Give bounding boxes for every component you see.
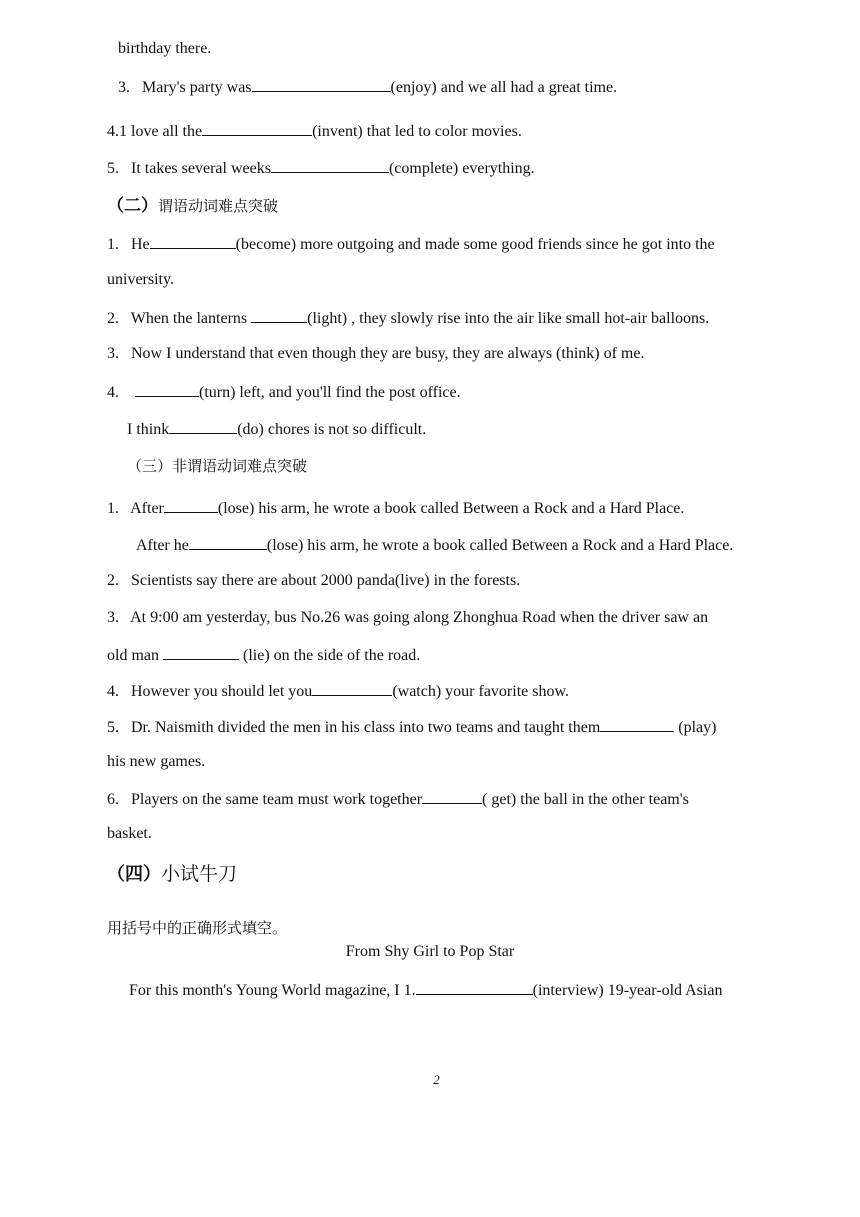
passage-text: (interview) 19-year-old Asian: [532, 982, 723, 999]
question-text: old man: [107, 647, 163, 664]
answer-blank[interactable]: [150, 233, 236, 249]
question-number: 3.: [107, 609, 119, 626]
line-birthday: [118, 39, 211, 59]
section-2-heading: [107, 196, 278, 217]
answer-blank[interactable]: [422, 788, 482, 804]
text: birthday there.: [118, 40, 212, 57]
question-1-3: [118, 76, 617, 98]
answer-blank[interactable]: [202, 120, 312, 136]
question-3-5-cont: [107, 752, 205, 772]
answer-blank[interactable]: [164, 497, 218, 513]
question-text: I think: [127, 421, 170, 438]
passage-title-text: From Shy Girl to Pop Star: [345, 943, 515, 960]
question-text: (complete) everything.: [388, 160, 535, 177]
question-3-1b: [136, 534, 733, 556]
question-text: Now I understand that even though they are busy, they are always (think) of me.: [131, 345, 645, 362]
section-4-heading: [107, 864, 237, 886]
question-1-5: [107, 157, 535, 179]
question-text: ( get) the ball in the other team's: [482, 791, 689, 808]
instruction: 用括号中的正确形式填空。: [107, 919, 288, 937]
question-number: 2.: [107, 310, 119, 327]
question-3-2: [107, 571, 520, 591]
question-1-4: [107, 120, 522, 142]
question-text: Players on the same team must work together: [131, 791, 423, 808]
question-number: 2.: [107, 572, 119, 589]
question-number: 6.: [107, 791, 119, 808]
answer-blank[interactable]: [416, 979, 533, 995]
question-text: (lie) on the side of the road.: [239, 647, 421, 664]
question-text: (watch) your favorite show.: [392, 683, 569, 700]
heading-paren: （四）: [107, 864, 161, 885]
heading-text: 谓语动词难点突破: [158, 197, 279, 215]
answer-blank[interactable]: [135, 381, 199, 397]
answer-blank[interactable]: [189, 534, 267, 550]
passage-text: For this month's Young World magazine, I 1.: [129, 982, 416, 999]
question-text: his new games.: [107, 753, 206, 770]
question-number: 1.: [107, 500, 119, 517]
question-number: 3.: [107, 345, 119, 362]
question-text: Scientists say there are about 2000 panda(live) in the forests.: [131, 572, 521, 589]
question-2-1: [107, 233, 715, 255]
question-2-1-cont: [107, 270, 174, 290]
question-number: 5.: [107, 719, 119, 736]
passage-title: [0, 942, 860, 962]
question-text: After he: [136, 537, 189, 554]
question-text: 4.1 love all the: [107, 123, 203, 140]
question-number: 4.: [107, 683, 119, 700]
section-3-heading: （三）非谓语动词难点突破: [127, 457, 308, 475]
question-3-6-cont: [107, 824, 152, 844]
question-3-5: [107, 716, 716, 738]
question-text: (play): [674, 719, 717, 736]
question-3-3-cont: [107, 644, 420, 666]
question-text: Mary's party was: [142, 79, 252, 96]
question-text: When the lanterns: [130, 310, 252, 327]
heading-paren: （二）: [107, 196, 158, 216]
answer-blank[interactable]: [600, 716, 674, 732]
question-text: basket.: [107, 825, 152, 842]
question-2-3: [107, 344, 644, 364]
question-2-4b: [127, 418, 426, 440]
answer-blank[interactable]: [312, 680, 392, 696]
answer-blank[interactable]: [163, 644, 239, 660]
question-3-6: [107, 788, 689, 810]
question-text: (lose) his arm, he wrote a book called Between a Rock and a Hard Place.: [266, 537, 734, 554]
question-number: 4.: [107, 384, 119, 401]
question-number: 5.: [107, 160, 119, 177]
question-text: However you should let you: [131, 683, 313, 700]
question-text: He: [131, 236, 150, 253]
answer-blank[interactable]: [169, 418, 237, 434]
question-text: (light) , they slowly rise into the air like small hot-air balloons.: [307, 310, 710, 327]
page-number-text: 2: [433, 1072, 440, 1087]
question-2-4: [107, 381, 461, 403]
question-3-3: [107, 608, 708, 628]
question-text: Dr. Naismith divided the men in his class into two teams and taught them: [131, 719, 601, 736]
question-text: (invent) that led to color movies.: [312, 123, 522, 140]
question-3-1: [107, 497, 684, 519]
question-text: (turn) left, and you'll find the post office.: [199, 384, 461, 401]
heading-text: 小试牛刀: [161, 863, 238, 885]
question-number: 1.: [107, 236, 119, 253]
question-text: university.: [107, 271, 174, 288]
answer-blank[interactable]: [251, 307, 307, 323]
question-text: (lose) his arm, he wrote a book called Between a Rock and a Hard Place.: [217, 500, 685, 517]
question-text: (enjoy) and we all had a great time.: [390, 79, 618, 96]
question-text: At 9:00 am yesterday, bus No.26 was going along Zhonghua Road when the driver saw an: [130, 609, 709, 626]
passage-line-1: [129, 979, 722, 1001]
answer-blank[interactable]: [271, 157, 389, 173]
answer-blank[interactable]: [252, 76, 391, 92]
question-number: 3.: [118, 79, 130, 96]
question-text: It takes several weeks: [131, 160, 271, 177]
question-3-4: [107, 680, 569, 702]
page-number: [0, 1070, 860, 1090]
question-text: (do) chores is not so difficult.: [237, 421, 427, 438]
question-text: After: [130, 500, 164, 517]
question-text: (become) more outgoing and made some good friends since he got into the: [235, 236, 715, 253]
question-2-2: [107, 307, 709, 329]
